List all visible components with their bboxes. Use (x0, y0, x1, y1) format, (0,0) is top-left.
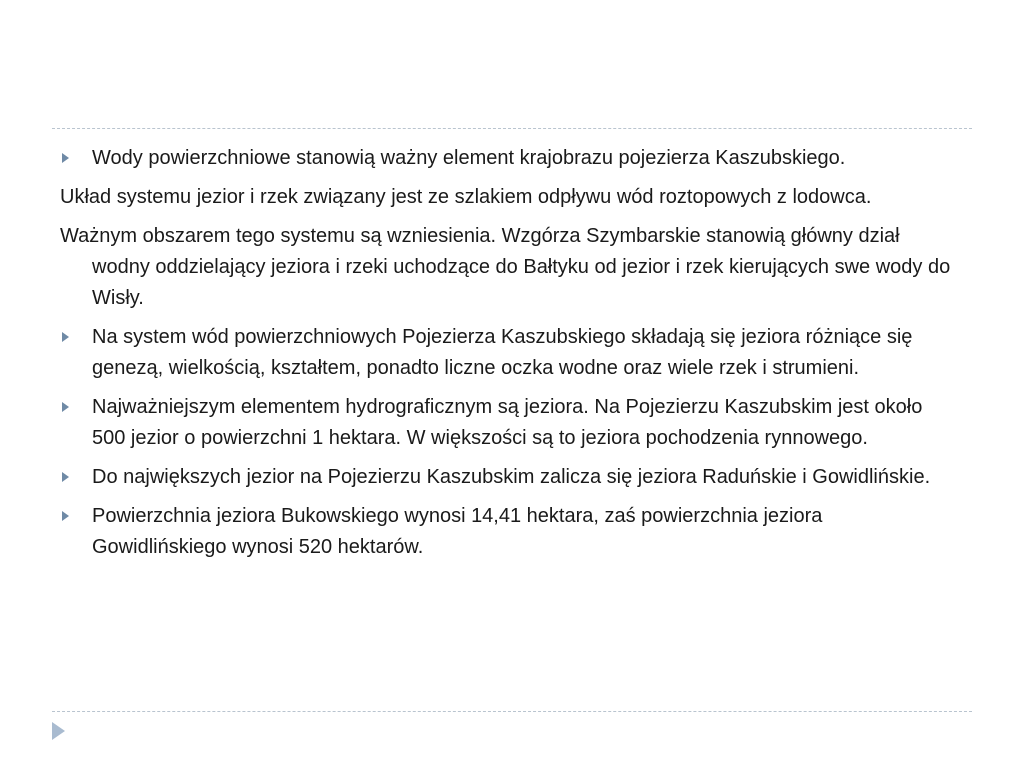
top-divider (52, 128, 972, 129)
paragraph-text: Najważniejszym elementem hydrograficznym są jeziora. Na Pojezierzu Kaszubskim jest około 500 jezior o powierzchni 1 hektara. W większości są to jeziora pochodzenia rynnowego. (92, 396, 923, 449)
paragraph-4 (60, 322, 960, 384)
next-slide-arrow-icon[interactable] (52, 722, 65, 740)
paragraph-7 (60, 501, 960, 563)
slide-body (60, 143, 960, 571)
paragraph-2 (60, 182, 960, 213)
paragraph-text: Na system wód powierzchniowych Pojezierza Kaszubskiego składają się jeziora różniące się genezą, wielkością, kształtem, ponadto liczne oczka wodne oraz wiele rzek i strumieni. (92, 326, 913, 379)
triangle-bullet-icon (62, 402, 69, 412)
triangle-bullet-icon (62, 153, 69, 163)
paragraph-3 (60, 221, 960, 314)
paragraph-6 (60, 462, 960, 493)
triangle-bullet-icon (62, 511, 69, 521)
triangle-bullet-icon (62, 332, 69, 342)
paragraph-text: Układ systemu jezior i rzek związany jest ze szlakiem odpływu wód roztopowych z lodowca. (60, 186, 872, 208)
paragraph-text: Ważnym obszarem tego systemu są wzniesienia. Wzgórza Szymbarskie stanowią główny dział wodny oddzielający jeziora i rzeki uchodzące do Bałtyku od jezior i rzek kierujących swe wody do Wisły. (60, 225, 951, 309)
paragraph-text: Powierzchnia jeziora Bukowskiego wynosi 14,41 hektara, zaś powierzchnia jeziora Gowidlińskiego wynosi 520 hektarów. (92, 505, 823, 558)
paragraph-5 (60, 392, 960, 454)
paragraph-text: Do największych jezior na Pojezierzu Kaszubskim zalicza się jeziora Raduńskie i Gowidlińskie. (92, 466, 931, 488)
bottom-divider (52, 711, 972, 712)
paragraph-text: Wody powierzchniowe stanowią ważny element krajobrazu pojezierza Kaszubskiego. (92, 147, 846, 169)
paragraph-1 (60, 143, 960, 174)
triangle-bullet-icon (62, 472, 69, 482)
